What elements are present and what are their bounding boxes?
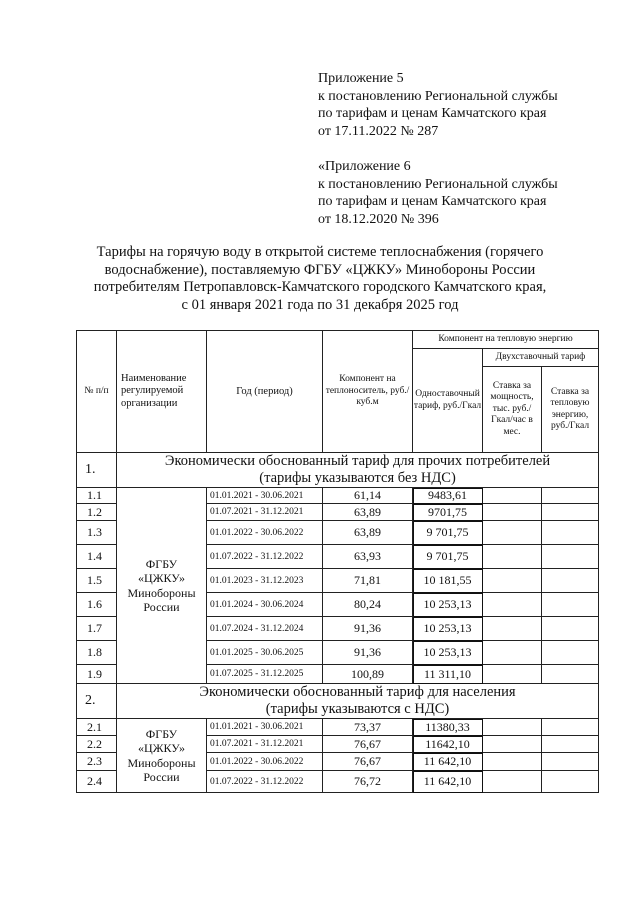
capacity-rate-cell — [483, 521, 542, 545]
row-number: 2.4 — [77, 771, 117, 793]
appendix-line: к постановлению Региональной службы — [318, 176, 558, 192]
carrier-component-cell: 76,67 — [323, 753, 413, 771]
title-line: Тарифы на горячую воду в открытой системе теплоснабжения (горячего — [96, 244, 544, 260]
capacity-rate-cell — [483, 617, 542, 641]
period-cell: 01.01.2021 - 30.06.2021 — [207, 488, 323, 504]
row-number: 1.3 — [77, 521, 117, 545]
energy-rate-cell — [542, 569, 599, 593]
header-thermal: Компонент на тепловую энергию — [413, 331, 599, 349]
organization-name-line: Минобороны — [127, 755, 196, 770]
period-cell: 01.01.2023 - 31.12.2023 — [207, 569, 323, 593]
carrier-component-cell: 91,36 — [323, 641, 413, 665]
capacity-rate-cell — [483, 593, 542, 617]
carrier-component-cell: 63,89 — [323, 504, 413, 521]
single-rate-cell: 10 253,13 — [413, 617, 483, 641]
capacity-rate-cell — [483, 771, 542, 793]
section-title — [117, 684, 599, 719]
section-number: 1. — [77, 453, 117, 488]
header-org: Наименование регулируемой организации — [117, 331, 207, 453]
organization-name-line: ФГБУ — [145, 726, 178, 741]
single-rate-cell: 10 253,13 — [413, 641, 483, 665]
period-cell: 01.01.2025 - 30.06.2025 — [207, 641, 323, 665]
carrier-component-cell: 71,81 — [323, 569, 413, 593]
carrier-component-cell: 73,37 — [323, 719, 413, 736]
capacity-rate-cell — [483, 545, 542, 569]
single-rate-cell: 11 311,10 — [413, 665, 483, 684]
single-rate-cell: 11 642,10 — [413, 771, 483, 793]
row-number: 2.3 — [77, 753, 117, 771]
row-number: 1.6 — [77, 593, 117, 617]
capacity-rate-cell — [483, 641, 542, 665]
energy-rate-cell — [542, 753, 599, 771]
single-rate-cell: 9 701,75 — [413, 545, 483, 569]
carrier-component-cell: 76,67 — [323, 736, 413, 753]
single-rate-cell: 10 253,13 — [413, 593, 483, 617]
capacity-rate-cell — [483, 753, 542, 771]
capacity-rate-cell — [483, 504, 542, 521]
appendix-current-header — [318, 70, 558, 140]
header-single-rate: Одноставочный тариф, руб./Гкал — [413, 349, 483, 453]
single-rate-cell: 11642,10 — [413, 736, 483, 753]
single-rate-cell: 9483,61 — [413, 488, 483, 504]
capacity-rate-cell — [483, 736, 542, 753]
capacity-rate-cell — [483, 719, 542, 736]
section-title-line: (тарифы указываются с НДС) — [265, 701, 450, 717]
row-number: 1.9 — [77, 665, 117, 684]
capacity-rate-cell — [483, 569, 542, 593]
section-number: 2. — [77, 684, 117, 719]
organization-name-line: России — [143, 600, 180, 614]
section-title-line: Экономически обоснованный тариф для прочих потребителей — [164, 453, 551, 469]
organization-name — [117, 488, 207, 684]
single-rate-cell: 11380,33 — [413, 719, 483, 736]
energy-rate-cell — [542, 504, 599, 521]
organization-name — [117, 719, 207, 793]
energy-rate-cell — [542, 545, 599, 569]
period-cell: 01.01.2022 - 30.06.2022 — [207, 753, 323, 771]
header-period: Год (период) — [207, 331, 323, 453]
energy-rate-cell — [542, 593, 599, 617]
organization-name-line: «ЦЖКУ» — [138, 571, 185, 585]
single-rate-cell: 9 701,75 — [413, 521, 483, 545]
carrier-component-cell: 63,89 — [323, 521, 413, 545]
appendix-line: по тарифам и ценам Камчатского края — [318, 106, 547, 121]
title-line: водоснабжение), поставляемую ФГБУ «ЦЖКУ» Минобороны России — [104, 261, 536, 278]
carrier-component-cell: 80,24 — [323, 593, 413, 617]
section-title-line: Экономически обоснованный тариф для населения — [199, 684, 516, 700]
period-cell: 01.07.2024 - 31.12.2024 — [207, 617, 323, 641]
organization-name-line: ФГБУ — [145, 556, 178, 571]
organization-name-line: России — [143, 770, 180, 784]
carrier-component-cell: 63,93 — [323, 545, 413, 569]
document-title — [60, 244, 580, 314]
header-two-rate: Двухставочный тариф — [483, 349, 599, 367]
section-title — [117, 453, 599, 488]
tariff-table-body — [77, 331, 599, 793]
organization-name-line: Минобороны — [127, 585, 196, 600]
carrier-component-cell: 91,36 — [323, 617, 413, 641]
section-header-row — [77, 453, 599, 488]
header-num: № п/п — [77, 331, 117, 453]
title-line: с 01 января 2021 года по 31 декабря 2025 год — [181, 296, 459, 313]
appendix-line: от 18.12.2020 № 396 — [318, 211, 439, 227]
appendix-line: по тарифам и ценам Камчатского края — [318, 194, 547, 209]
energy-rate-cell — [542, 719, 599, 736]
carrier-component-cell: 76,72 — [323, 771, 413, 793]
header-carrier: Компонент на теплоноситель, руб./куб.м — [323, 331, 413, 453]
row-number: 1.2 — [77, 504, 117, 521]
header-capacity-rate: Ставка за мощность, тыс. руб./Гкал/час в мес. — [483, 367, 542, 453]
section-header-row — [77, 684, 599, 719]
appendix-line: от 17.11.2022 № 287 — [318, 123, 439, 139]
period-cell: 01.01.2024 - 30.06.2024 — [207, 593, 323, 617]
row-number: 1.7 — [77, 617, 117, 641]
row-number: 2.1 — [77, 719, 117, 736]
header-energy-rate: Ставка за тепловую энергию, руб./Гкал — [542, 367, 599, 453]
appendix-line: Приложение 5 — [318, 71, 404, 86]
row-number: 1.8 — [77, 641, 117, 665]
period-cell: 01.01.2021 - 30.06.2021 — [207, 719, 323, 736]
capacity-rate-cell — [483, 665, 542, 684]
energy-rate-cell — [542, 771, 599, 793]
carrier-component-cell: 100,89 — [323, 665, 413, 684]
table-row — [77, 719, 599, 736]
appendix-line: к постановлению Региональной службы — [318, 88, 558, 104]
tariff-table — [76, 330, 599, 793]
appendix-line: «Приложение 6 — [318, 159, 411, 174]
single-rate-cell: 11 642,10 — [413, 753, 483, 771]
title-line: потребителям Петропавловск-Камчатского городского Камчатского края, — [93, 279, 547, 296]
single-rate-cell: 10 181,55 — [413, 569, 483, 593]
period-cell: 01.07.2025 - 31.12.2025 — [207, 665, 323, 684]
period-cell: 01.07.2021 - 31.12.2021 — [207, 736, 323, 753]
period-cell: 01.01.2022 - 30.06.2022 — [207, 521, 323, 545]
organization-name-line: «ЦЖКУ» — [138, 741, 185, 755]
energy-rate-cell — [542, 736, 599, 753]
energy-rate-cell — [542, 617, 599, 641]
energy-rate-cell — [542, 488, 599, 504]
period-cell: 01.07.2022 - 31.12.2022 — [207, 545, 323, 569]
row-number: 1.1 — [77, 488, 117, 504]
appendix-previous-header — [318, 158, 558, 228]
period-cell: 01.07.2022 - 31.12.2022 — [207, 771, 323, 793]
section-title-line: (тарифы указываются без НДС) — [259, 470, 456, 486]
row-number: 1.5 — [77, 569, 117, 593]
energy-rate-cell — [542, 641, 599, 665]
energy-rate-cell — [542, 521, 599, 545]
single-rate-cell: 9701,75 — [413, 504, 483, 521]
energy-rate-cell — [542, 665, 599, 684]
table-row — [77, 488, 599, 504]
row-number: 2.2 — [77, 736, 117, 753]
carrier-component-cell: 61,14 — [323, 488, 413, 504]
capacity-rate-cell — [483, 488, 542, 504]
period-cell: 01.07.2021 - 31.12.2021 — [207, 504, 323, 521]
row-number: 1.4 — [77, 545, 117, 569]
